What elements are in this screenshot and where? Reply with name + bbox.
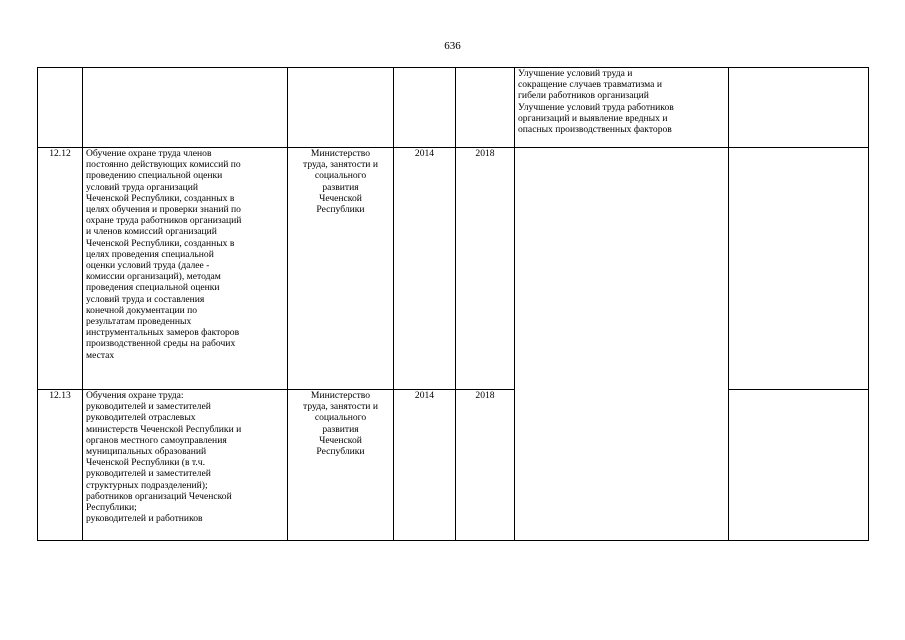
program-activities-table — [37, 67, 869, 541]
row-number-cell: 12.13 — [38, 390, 83, 541]
expected-result-cell: Улучшение условий труда и сокращение случаев травматизма и гибели работников организаций Улучшение условий труда работников организаций и выявление вредных и опасных производственных факторов — [515, 68, 729, 148]
executor-cell: Министерство труда, занятости и социального развития Чеченской Республики — [288, 390, 394, 541]
end-year-cell — [456, 68, 515, 148]
start-year-cell: 2014 — [394, 390, 456, 541]
end-year-cell: 2018 — [456, 148, 515, 390]
page-number: 636 — [444, 40, 461, 52]
row-number-cell: 12.12 — [38, 148, 83, 390]
extra-cell — [729, 390, 869, 541]
merged-result-cell — [515, 148, 729, 541]
extra-cell — [729, 68, 869, 148]
start-year-cell: 2014 — [394, 148, 456, 390]
table-row — [38, 148, 869, 390]
start-year-cell — [394, 68, 456, 148]
table-row — [38, 390, 869, 541]
executor-cell: Министерство труда, занятости и социального развития Чеченской Республики — [288, 148, 394, 390]
activity-description-cell: Обучение охране труда членов постоянно действующих комиссий по проведению специальной оценки условий труда организаций Чеченской Республики, созданных в целях обучения и проверки знаний по охране труда работников организаций и членов комиссий организаций Чеченской Республики, созданных в целях проведения специальной оценки условий труда (далее - комиссии организаций), методам проведения специальной оценки условий труда и составления конечной документации по результатам проведенных инструментальных замеров факторов производственной среды на рабочих местах — [83, 148, 288, 390]
executor-cell — [288, 68, 394, 148]
end-year-cell: 2018 — [456, 390, 515, 541]
row-number-cell — [38, 68, 83, 148]
extra-cell — [729, 148, 869, 390]
table-row — [38, 68, 869, 148]
activity-description-cell — [83, 68, 288, 148]
activity-description-cell: Обучения охране труда: руководителей и заместителей руководителей отраслевых министерств Чеченской Республики и органов местного самоуправления муниципальных образований Чеченской Республики (в т.ч. руководителей и заместителей структурных подразделений); работников организаций Чеченской Республики; руководителей и работников — [83, 390, 288, 541]
